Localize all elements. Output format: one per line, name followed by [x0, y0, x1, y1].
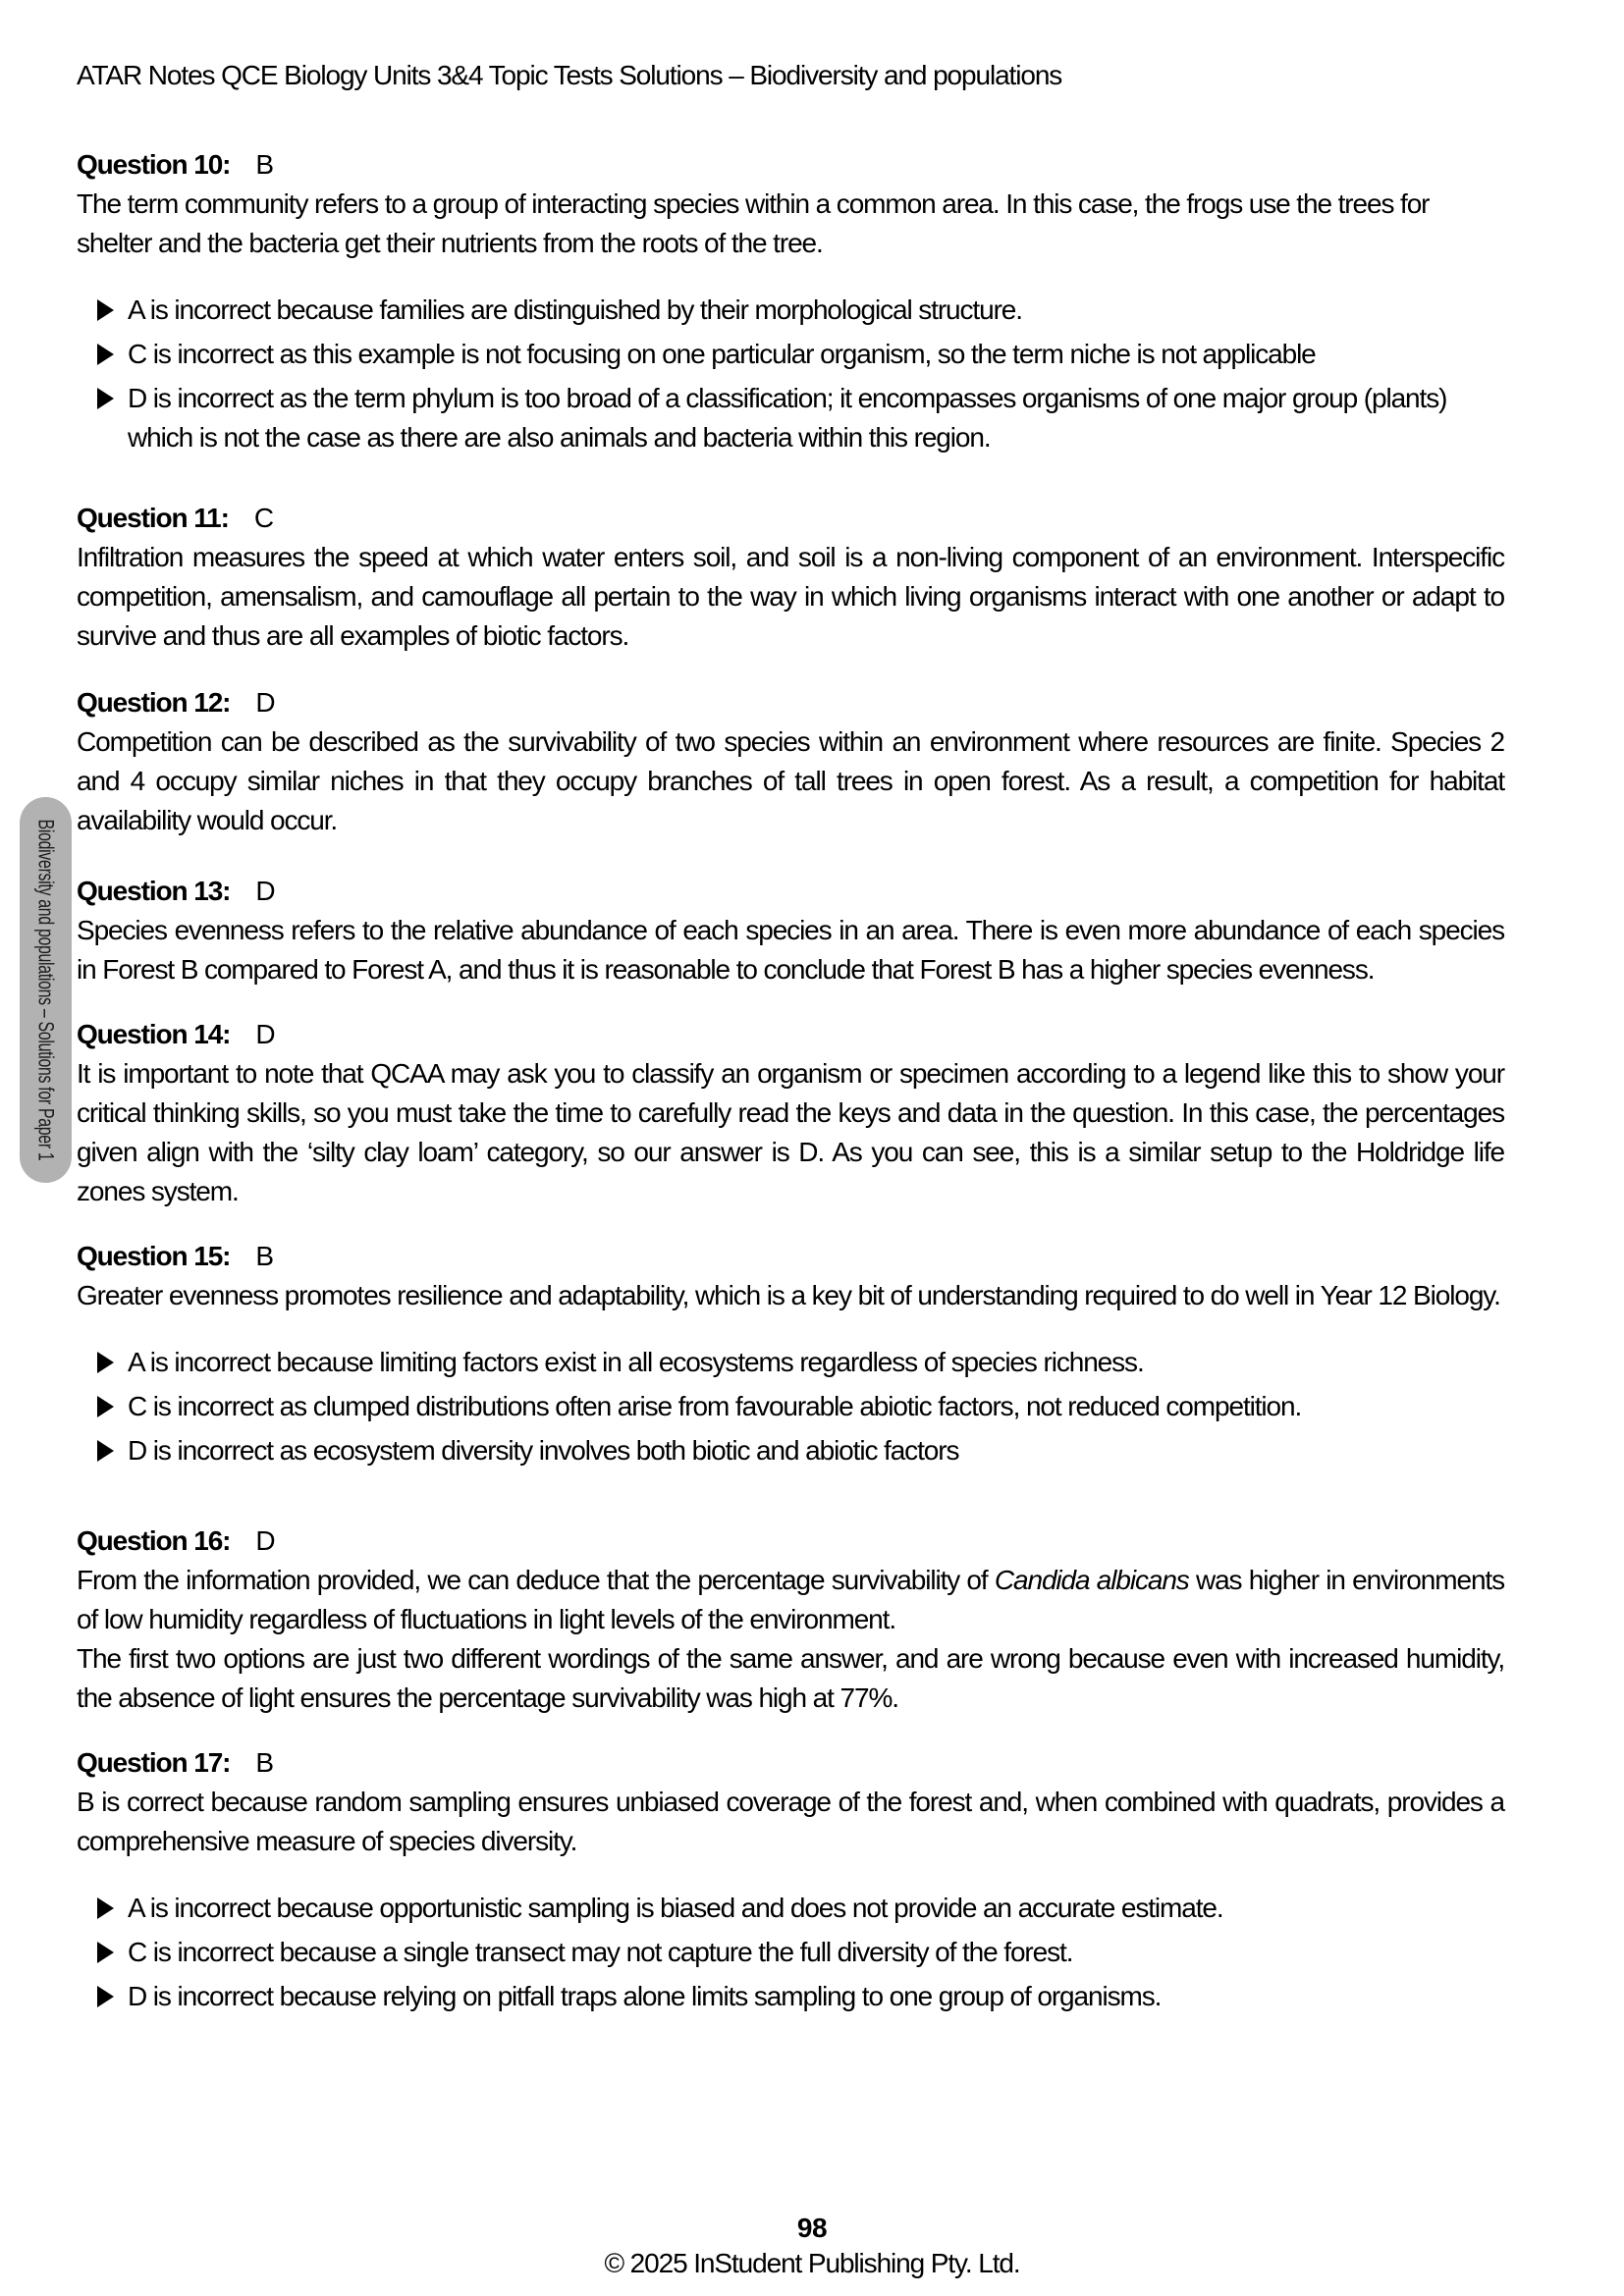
question-block-10	[77, 145, 1504, 457]
bullet-item	[97, 1387, 1504, 1426]
bullet-text: C is incorrect as this example is not focusing on one particular organism, so the term niche is not applicable	[128, 339, 1316, 369]
question-explanation: Competition can be described as the survivability of two species within an environment where resources are finite. Species 2 and 4 occupy similar niches in that they occupy branches of tall trees in open forest. As a result, a competition for habitat availability would occur.	[77, 726, 1504, 835]
question-label: Question 11:	[77, 503, 229, 533]
bullet-text: A is incorrect because opportunistic sampling is biased and does not provide an accurate estimate.	[128, 1893, 1223, 1923]
question-heading	[77, 683, 1504, 722]
bullet-item	[97, 379, 1504, 457]
copyright-notice: © 2025 InStudent Publishing Pty. Ltd.	[604, 2248, 1020, 2278]
question-label: Question 17:	[77, 1747, 231, 1778]
question-block-15	[77, 1237, 1504, 1470]
bullet-text: C is incorrect as clumped distributions often arise from favourable abiotic factors, not reduced competition.	[128, 1391, 1302, 1421]
bullet-triangle-icon	[97, 344, 114, 365]
bullet-triangle-icon	[97, 299, 114, 321]
question-label: Question 13:	[77, 876, 231, 906]
bullet-item	[97, 335, 1504, 374]
question-explanation: The first two options are just two different wordings of the same answer, and are wrong because even with increased humidity, the absence of light ensures the percentage survivability was high at 77%.	[77, 1643, 1504, 1713]
bullet-list	[77, 1889, 1504, 2016]
question-explanation: The term community refers to a group of interacting species within a common area. In this case, the frogs use the trees for shelter and the bacteria get their nutrients from the roots of the tree.	[77, 188, 1430, 258]
bullet-item	[97, 1431, 1504, 1470]
question-answer: C	[253, 503, 273, 533]
question-block-14	[77, 1015, 1504, 1211]
question-heading	[77, 499, 1504, 538]
question-heading	[77, 872, 1504, 911]
species-name-italic: Candida albicans	[994, 1565, 1189, 1595]
bullet-item	[97, 1343, 1504, 1382]
question-heading	[77, 1237, 1504, 1276]
bullet-text: D is incorrect as ecosystem diversity involves both biotic and abiotic factors	[128, 1435, 959, 1466]
question-answer: B	[255, 1241, 273, 1271]
bullet-item	[97, 291, 1504, 330]
question-label: Question 14:	[77, 1019, 231, 1049]
question-answer: D	[255, 1019, 275, 1049]
sidebar-tab-label: Biodiversity and populations – Solutions for Paper 1	[33, 819, 59, 1161]
bullet-triangle-icon	[97, 1897, 114, 1919]
question-answer: D	[255, 687, 275, 718]
sidebar-tab	[20, 797, 72, 1183]
question-explanation: Species evenness refers to the relative abundance of each species in an area. There is even more abundance of each species in Forest B compared to Forest A, and thus it is reasonable to conclude that Forest B has a higher species evenness.	[77, 915, 1504, 985]
question-explanation: Infiltration measures the speed at which water enters soil, and soil is a non-living component of an environment. Interspecific competition, amensalism, and camouflage all pertain to the way in which living organisms interact with one another or adapt to survive and thus are all examples of biotic factors.	[77, 542, 1504, 651]
question-heading	[77, 1743, 1504, 1783]
question-heading	[77, 145, 1504, 185]
bullet-list	[77, 291, 1504, 457]
page-content	[77, 0, 1504, 2016]
question-label: Question 16:	[77, 1525, 231, 1556]
bullet-text: D is incorrect as the term phylum is too broad of a classification; it encompasses organisms of one major group (plants) which is not the case as there are also animals and bacteria within this region.	[128, 383, 1447, 453]
bullet-triangle-icon	[97, 388, 114, 409]
question-explanation: B is correct because random sampling ensures unbiased coverage of the forest and, when combined with quadrats, provides a comprehensive measure of species diversity.	[77, 1787, 1504, 1856]
bullet-text: A is incorrect because limiting factors exist in all ecosystems regardless of species richness.	[128, 1347, 1144, 1377]
bullet-triangle-icon	[97, 1942, 114, 1963]
page-header-title: ATAR Notes QCE Biology Units 3&4 Topic Tests Solutions – Biodiversity and populations	[77, 60, 1062, 90]
question-label: Question 12:	[77, 687, 231, 718]
bullet-triangle-icon	[97, 1440, 114, 1462]
bullet-text: A is incorrect because families are distinguished by their morphological structure.	[128, 294, 1022, 325]
page-footer	[0, 2211, 1624, 2281]
question-block-16	[77, 1522, 1504, 1718]
question-block-13	[77, 872, 1504, 989]
question-explanation: Greater evenness promotes resilience and adaptability, which is a key bit of understanding required to do well in Year 12 Biology.	[77, 1280, 1500, 1310]
bullet-text: D is incorrect because relying on pitfall traps alone limits sampling to one group of organisms.	[128, 1981, 1162, 2011]
bullet-triangle-icon	[97, 1352, 114, 1373]
bullet-triangle-icon	[97, 1986, 114, 2007]
bullet-triangle-icon	[97, 1396, 114, 1417]
question-answer: D	[255, 876, 275, 906]
question-label: Question 15:	[77, 1241, 231, 1271]
explanation-text: From the information provided, we can deduce that the percentage survivability of	[77, 1565, 995, 1595]
question-heading	[77, 1015, 1504, 1054]
bullet-list	[77, 1343, 1504, 1470]
explanation-text: was higher in environments of low humidity regardless of fluctuations in light levels of the environment.	[77, 1565, 1505, 1634]
question-explanation	[77, 1561, 1504, 1639]
question-label: Question 10:	[77, 149, 231, 180]
bullet-item	[97, 1977, 1504, 2016]
bullet-item	[97, 1933, 1504, 1972]
question-answer: B	[255, 1747, 273, 1778]
bullet-text: C is incorrect because a single transect may not capture the full diversity of the forest.	[128, 1937, 1073, 1967]
question-answer: D	[255, 1525, 275, 1556]
question-heading	[77, 1522, 1504, 1561]
question-explanation: It is important to note that QCAA may ask you to classify an organism or specimen according to a legend like this to show your critical thinking skills, so you must take the time to carefully read the keys and data in the question. In this case, the percentages given align with the ‘silty clay loam’ category, so our answer is D. As you can see, this is a similar setup to the Holdridge life zones system.	[77, 1058, 1504, 1206]
question-block-11	[77, 499, 1504, 656]
question-block-12	[77, 683, 1504, 840]
question-block-17	[77, 1743, 1504, 2016]
bullet-item	[97, 1889, 1504, 1928]
page-number: 98	[796, 2213, 828, 2243]
question-answer: B	[255, 149, 273, 180]
